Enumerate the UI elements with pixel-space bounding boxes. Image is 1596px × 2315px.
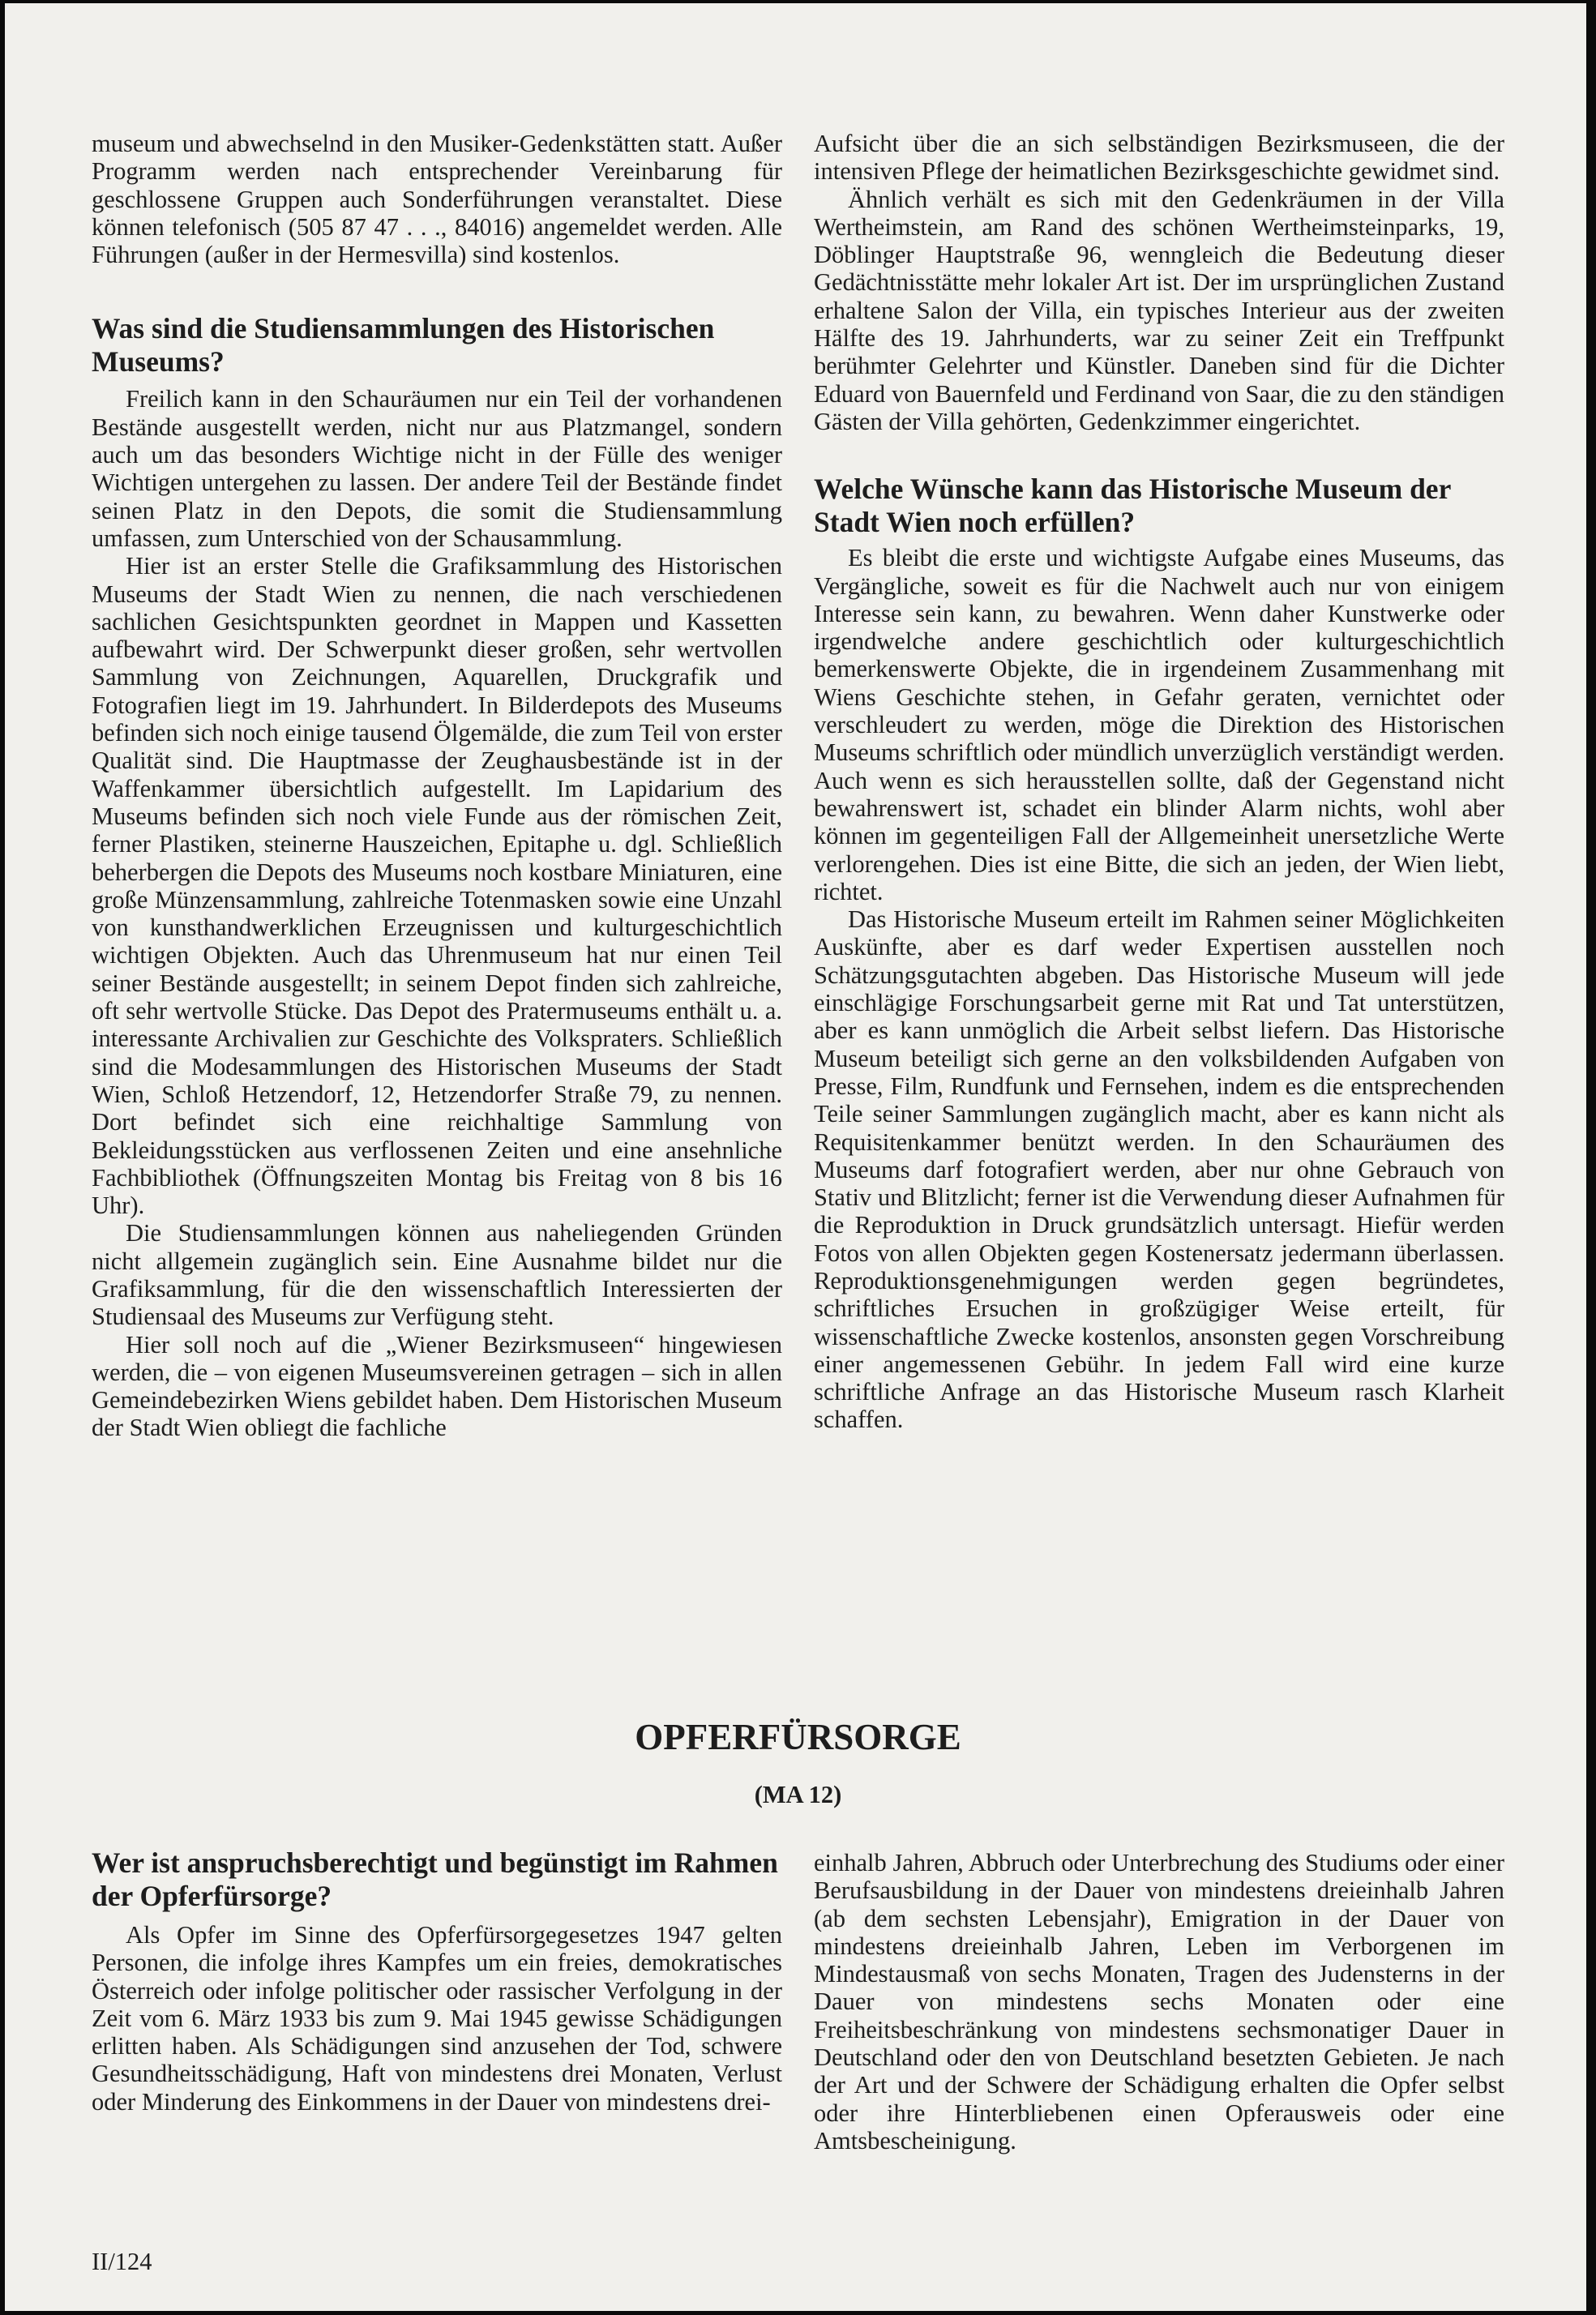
paragraph: einhalb Jahren, Abbruch oder Unterbrechung des Studiums oder einer Berufsausbildung in der Dauer von mindestens dreieinhalb Jahren (ab dem sechsten Lebensjahr), Emigration in der Dauer von mindestens dreieinhalb Jahren, Leben im Verborgenen im Mindestausmaß von sechs Monaten, Tragen des Judensterns in der Dauer von mindestens sechs Monaten oder eine Freiheitsbeschränkung von mindestens sechsmonatiger Dauer in Deutschland oder den von Deutschland besetzten Gebieten. Je nach der Art und der Schwere der Schädigung erhalten die Opfer selbst oder ihre Hinterbliebenen einen Opferausweis oder eine Amtsbescheinigung. (814, 1849, 1504, 2155)
scan-edge-left (0, 0, 5, 2315)
column-top-left (92, 130, 782, 1442)
paragraph: Es bleibt die erste und wichtigste Aufgabe eines Museums, das Vergängliche, soweit es für die Nachwelt auch nur von einigem Interesse sein kann, zu bewahren. Wenn daher Kunstwerke oder irgendwelche andere geschichtlich oder kulturgeschichtlich bemerkenswerte Objekte, die in irgendeinem Zusammenhang mit Wiens Geschichte stehen, in Gefahr geraten, vernichtet oder verschleudert zu werden, möge die Direktion des Historischen Museums schriftlich oder mündlich unverzüglich verständigt werden. Auch wenn es sich herausstellen sollte, daß der Gegenstand nicht bewahrenswert ist, schadet ein blinder Alarm nichts, wohl aber können im gegenteiligen Fall der Allgemeinheit unersetzliche Werte verlorengehen. Dies ist eine Bitte, die sich an jeden, der Wien liebt, richtet. (814, 544, 1504, 905)
column-bottom-left (92, 1846, 782, 2116)
intro-paragraph: museum und abwechselnd in den Musiker-Gedenkstätten statt. Außer Programm werden nach entsprechender Vereinbarung für geschlossene Gruppen auch Sonderführungen veranstaltet. Diese können telefonisch (505 87 47 . . ., 84016) angemeldet werden. Alle Führungen (außer in der Hermesvilla) sind kostenlos. (92, 130, 782, 269)
scan-edge-bottom (0, 2311, 1596, 2315)
paragraph: Die Studiensammlungen können aus naheliegenden Gründen nicht allgemein zugänglich sein. Eine Ausnahme bildet nur die Grafiksammlung, für die den wissenschaftlich Interessierten der Studiensaal des Museums zur Verfügung steht. (92, 1219, 782, 1331)
paragraph: Freilich kann in den Schauräumen nur ein Teil der vorhandenen Bestände ausgestellt werden, nicht nur aus Platzmangel, sondern auch um das besonders Wichtige nicht in der Fülle des weniger Wichtigen untergehen zu lassen. Der andere Teil der Bestände findet seinen Platz in den Depots, die somit die Studiensammlung umfassen, zum Unterschied von der Schausammlung. (92, 385, 782, 552)
paragraph: Hier ist an erster Stelle die Grafiksammlung des Historischen Museums der Stadt Wien zu nennen, die nach verschiedenen sachlichen Gesichtspunkten geordnet in Mappen und Kassetten aufbewahrt wird. Der Schwerpunkt dieser großen, sehr wertvollen Sammlung von Zeichnungen, Aquarellen, Druckgrafik und Fotografien liegt im 19. Jahrhundert. In Bilderdepots des Museums befinden sich noch einige tausend Ölgemälde, die zum Teil von erster Qualität sind. Die Hauptmasse der Zeughausbestände ist in der Waffenkammer übersichtlich aufgestellt. Im Lapidarium des Museums befinden sich noch viele Funde aus der römischen Zeit, ferner Plastiken, steinerne Hauszeichen, Epitaphe u. dgl. Schließlich beherbergen die Depots des Museums noch kostbare Miniaturen, eine große Münzensammlung, zahlreiche Totenmasken sowie eine Unzahl von kunsthandwerklichen Erzeugnissen und kulturgeschichtlich wichtigen Objekten. Auch das Uhrenmuseum hat nur einen Teil seiner Bestände ausgestellt; in seinem Depot finden sich zahlreiche, oft sehr wertvolle Stücke. Das Depot des Pratermuseums enthält u. a. interessante Archivalien zur Geschichte des Volkspraters. Schließlich sind die Modesammlungen des Historischen Museums der Stadt Wien, Schloß Hetzendorf, 12, Hetzendorfer Straße 79, zu nennen. Dort befindet sich eine reichhaltige Sammlung von Bekleidungsstücken aus verflossenen Zeiten und eine ansehnliche Fachbibliothek (Öffnungszeiten Montag bis Freitag von 8 bis 16 Uhr). (92, 552, 782, 1220)
section-heading-wuensche: Welche Wünsche kann das Historische Museum der Stadt Wien noch erfüllen? (814, 473, 1451, 539)
paragraph: Hier soll noch auf die „Wiener Bezirksmuseen“ hingewiesen werden, die – von eigenen Museumsvereinen getragen – sich in allen Gemeindebezirken Wiens gebildet haben. Dem Historischen Museum der Stadt Wien obliegt die fachliche (92, 1330, 782, 1442)
section-heading-studiensammlungen: Was sind die Studiensammlungen des Historischen Museums? (92, 312, 715, 379)
section-subtitle: (MA 12) (754, 1781, 842, 1808)
section-title: OPFERFÜRSORGE (635, 1717, 961, 1757)
section-heading-anspruchsberechtigt: Wer ist anspruchsberechtigt und begünstigt im Rahmen der Opferfürsorge? (92, 1846, 778, 1912)
paragraph: Das Historische Museum erteilt im Rahmen seiner Möglichkeiten Auskünfte, aber es darf weder Expertisen ausstellen noch Schätzungsgutachten abgeben. Das Historische Museum will jede einschlägige Forschungsarbeit gerne mit Rat und Tat unterstützen, aber es kann unmöglich die Arbeit selbst liefern. Das Historische Museum beteiligt sich gerne an den volksbildenden Aufgaben von Presse, Film, Rundfunk und Fernsehen, indem es die entsprechenden Teile seiner Sammlungen zugänglich macht, aber es kann nicht als Requisitenkammer benützt werden. In den Schauräumen des Museums darf fotografiert werden, aber nur ohne Gebrauch von Stativ und Blitzlicht; ferner ist die Verwendung dieser Aufnahmen für die Reproduktion in Druck grundsätzlich untersagt. Hiefür werden Fotos von allen Objekten gegen Kostenersatz jedermann überlassen. Reproduktionsgenehmigungen werden gegen begründetes, schriftliches Ersuchen in großzügiger Weise erteilt, für wissenschaftliche Zwecke kostenlos, ansonsten gegen Vorschreibung einer angemessenen Gebühr. In jedem Fall wird eine kurze schriftliche Anfrage an das Historische Museum rasch Klarheit schaffen. (814, 905, 1504, 1434)
scan-edge-right (1586, 0, 1596, 2315)
page-number: II/124 (92, 2248, 152, 2275)
column-top-right (814, 130, 1504, 1434)
column-bottom-right (814, 1849, 1504, 2155)
scan-edge-top (0, 0, 1596, 3)
paragraph: Ähnlich verhält es sich mit den Gedenkräumen in der Villa Wertheimstein, am Rand des schönen Wertheimsteinparks, 19, Döblinger Hauptstraße 96, wenngleich die Bedeutung dieser Gedächtnisstätte mehr lokaler Art ist. Der im ursprünglichen Zustand erhaltene Salon der Villa, ein typisches Interieur aus der zweiten Hälfte des 19. Jahrhunderts, war zu seiner Zeit ein Treffpunkt berühmter Gelehrter und Künstler. Daneben sind für die Dichter Eduard von Bauernfeld und Ferdinand von Saar, die zu den ständigen Gästen der Villa gehörten, Gedenkzimmer eingerichtet. (814, 185, 1504, 435)
paragraph: Als Opfer im Sinne des Opferfürsorgegesetzes 1947 gelten Personen, die infolge ihres Kampfes um ein freies, demokratisches Österreich oder infolge politischer oder rassischer Verfolgung in der Zeit vom 6. März 1933 bis zum 9. Mai 1945 gewisse Schädigungen erlitten haben. Als Schädigungen sind anzusehen der Tod, schwere Gesundheitsschädigung, Haft von mindestens drei Monaten, Verlust oder Minderung des Einkommens in der Dauer von mindestens drei- (92, 1921, 782, 2116)
intro-paragraph: Aufsicht über die an sich selbständigen Bezirksmuseen, die der intensiven Pflege der heimatlichen Bezirksgeschichte gewidmet sind. (814, 130, 1504, 186)
